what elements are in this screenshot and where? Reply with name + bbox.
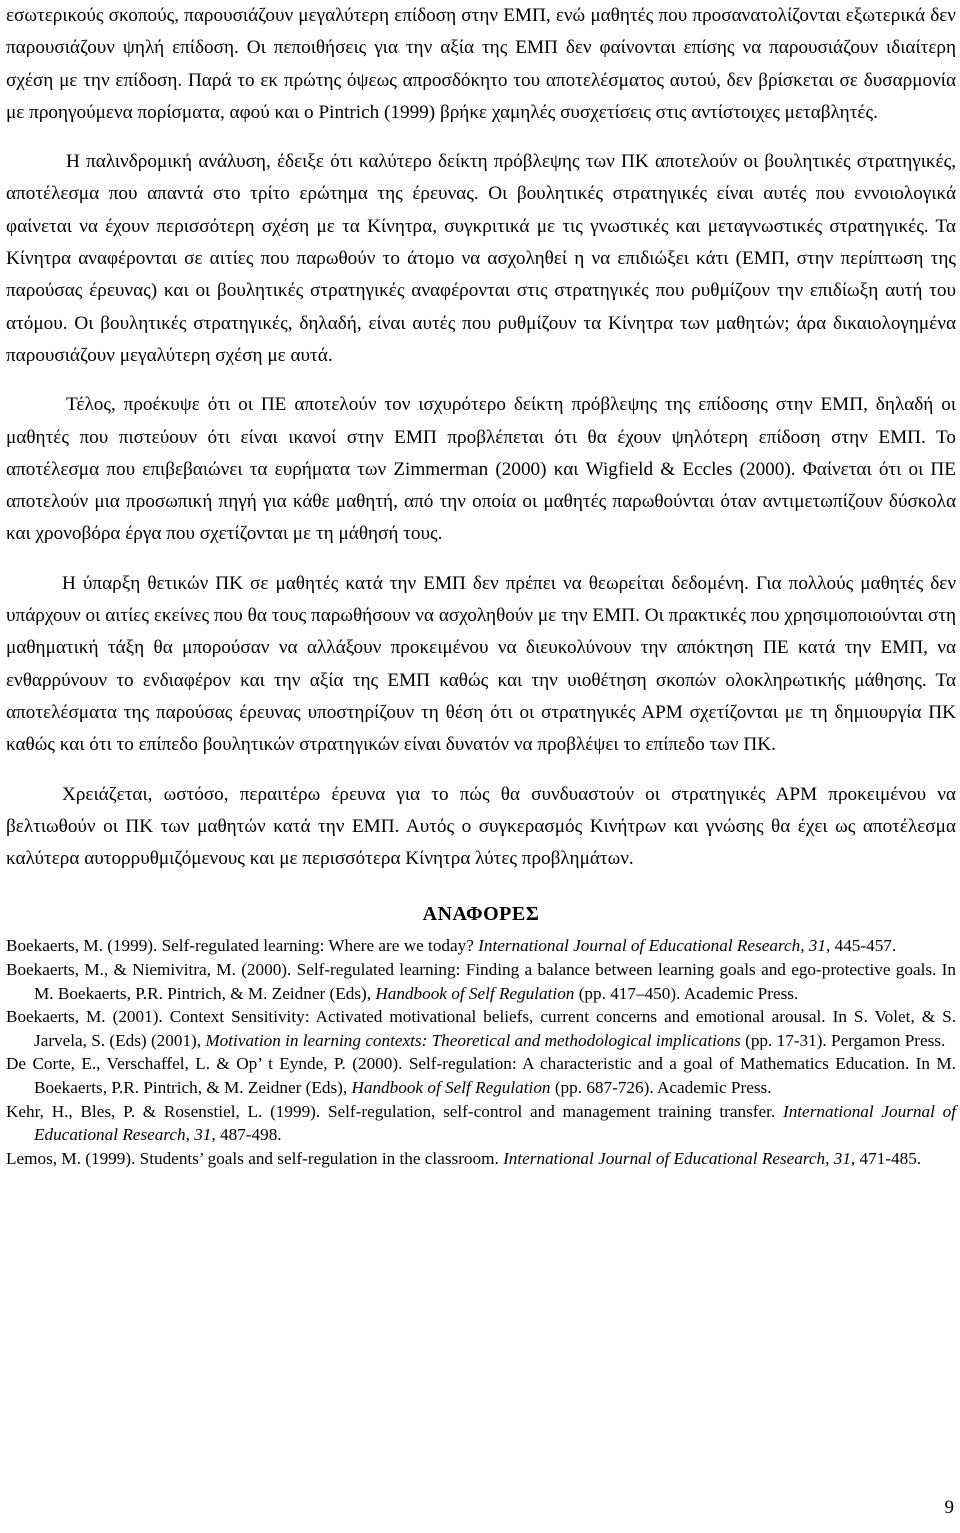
body-paragraph-4: Η ύπαρξη θετικών ΠΚ σε μαθητές κατά την ΕΜΠ δεν πρέπει να θεωρείται δεδομένη. Για πολλούς μαθητές δεν υπάρχουν οι αιτίες εκείνες που θα τους παρωθήσουν να ασχοληθούν με την ΕΜΠ. Οι πρακτικές που χρησιμοποιούνται στη μαθηματική τάξη θα μπορούσαν να αλλάξουν προκειμένου να διευκολύνουν την απόκτηση ΠΕ κατά την ΕΜΠ, να ενθαρρύνουν το ενδιαφέρον και την αξία της ΕΜΠ καθώς και την υιοθέτηση σκοπών ολοκληρωτικής μάθησης. Τα αποτελέσματα της παρούσας έρευνας υποστηρίζουν τη θέση ότι οι στρατηγικές ΑΡΜ σχετίζονται με τη δημιουργία ΠΚ καθώς και ότι το επίπεδο βουλητικών στρατηγικών είναι δυνατόν να προβλέψει το επίπεδο των ΠΚ. — [6, 572, 956, 756]
body-paragraph-1: εσωτερικούς σκοπούς, παρουσιάζουν μεγαλύτερη επίδοση στην ΕΜΠ, ενώ μαθητές που προσανατολίζονται εξωτερικά δεν παρουσιάζουν ψηλή επίδοση. Οι πεποιθήσεις για την αξία της ΕΜΠ δεν φαίνονται επίσης να παρουσιάζουν ιδιαίτερη σχέση με την επίδοση. Παρά το εκ πρώτης όψεως απροσδόκητο του αποτελέσματος αυτού, δεν βρίσκεται σε δυσαρμονία με προηγούμενα πορίσματα, αφού και ο Pintrich (1999) βρήκε χαμηλές συσχετίσεις στις αντίστοιχες μεταβλητές. — [6, 5, 956, 123]
reference-item: Boekaerts, M. (2001). Context Sensitivity: Activated motivational beliefs, current concerns and emotional arousal. In S. Volet, & S. Jarvela, S. (Eds) (2001), Motivation in learning contexts: Theoretical and methodological implications (pp. 17-31). Pergamon Press. — [6, 1007, 956, 1050]
page — [6, 0, 956, 1170]
references-list — [6, 934, 956, 1170]
body-paragraph-5: Χρειάζεται, ωστόσο, περαιτέρω έρευνα για το πώς θα συνδυαστούν οι στρατηγικές ΑΡΜ προκειμένου να βελτιωθούν οι ΠΚ των μαθητών κατά την ΕΜΠ. Αυτός ο συγκερασμός Κινήτρων και γνώσης θα έχει ως αποτέλεσμα καλύτερα αυτορρυθμιζόμενους και με περισσότερα Κίνητρα λύτες προβλημάτων. — [6, 783, 956, 870]
body-paragraph-3: Τέλος, προέκυψε ότι οι ΠΕ αποτελούν τον ισχυρότερο δείκτη πρόβλεψης της επίδοσης στην ΕΜΠ, δηλαδή οι μαθητές που πιστεύουν ότι είναι ικανοί στην ΕΜΠ προβλέπεται ότι θα έχουν ψηλότερη επίδοση στην ΕΜΠ. Το αποτέλεσμα που επιβεβαιώνει τα ευρήματα των Zimmerman (2000) και Wigfield & Eccles (2000). Φαίνεται ότι οι ΠΕ αποτελούν μια προσωπική πηγή για κάθε μαθητή, από την οποία οι μαθητές παρωθούνται όταν αντιμετωπίζουν δύσκολα και χρονοβόρα έργα που σχετίζονται με τη μάθησή τους. — [6, 394, 956, 545]
reference-item: Boekaerts, M. (1999). Self-regulated learning: Where are we today? International Journal of Educational Research, 31, 445-457. — [6, 936, 897, 956]
reference-item: De Corte, E., Verschaffel, L. & Op’ t Eynde, P. (2000). Self-regulation: A characteristic and a goal of Mathematics Education. In M. Boekaerts, P.R. Pintrich, & M. Zeidner (Eds), Handbook of Self Regulation (pp. 687-726). Academic Press. — [6, 1054, 956, 1097]
body-paragraph-2: Η παλινδρομική ανάλυση, έδειξε ότι καλύτερο δείκτη πρόβλεψης των ΠΚ αποτελούν οι βουλητικές στρατηγικές, αποτέλεσμα που απαντά στο τρίτο ερώτημα της έρευνας. Οι βουλητικές στρατηγικές είναι αυτές που εννοιολογικά φαίνεται να έχουν περισσότερη σχέση με τα Κίνητρα, συγκριτικά με τις γνωστικές και μεταγνωστικές στρατηγικές. Τα Κίνητρα αναφέρονται σε αιτίες που παρωθούν το άτομο να ασχοληθεί η να επιδιώξει κάτι (ΕΜΠ, στην περίπτωση της παρούσας έρευνας) και οι βουλητικές στρατηγικές αναφέρονται στις στρατηγικές που ρυθμίζουν την επιδίωξη αυτή του ατόμου. Οι βουλητικές στρατηγικές, δηλαδή, είναι αυτές που ρυθμίζουν τα Κίνητρα των μαθητών; άρα δικαιολογημένα παρουσιάζουν μεγαλύτερη σχέση με αυτά. — [6, 151, 956, 366]
reference-item: Lemos, M. (1999). Students’ goals and self-regulation in the classroom. International Journal of Educational Research, 31, 471-485. — [6, 1148, 922, 1168]
references-heading: ΑΝΑΦΟΡΕΣ — [422, 903, 540, 926]
reference-item: Kehr, H., Bles, P. & Rosenstiel, L. (1999). Self-regulation, self-control and management training transfer. International Journal of Educational Research, 31, 487-498. — [6, 1101, 957, 1145]
page-number: 9 — [944, 1497, 954, 1518]
reference-item: Boekaerts, M., & Niemivitra, M. (2000). Self-regulated learning: Finding a balance between learning goals and ego-protective goals. In M. Boekaerts, P.R. Pintrich, & M. Zeidner (Eds), Handbook of Self Regulation (pp. 417–450). Academic Press. — [6, 960, 956, 1003]
